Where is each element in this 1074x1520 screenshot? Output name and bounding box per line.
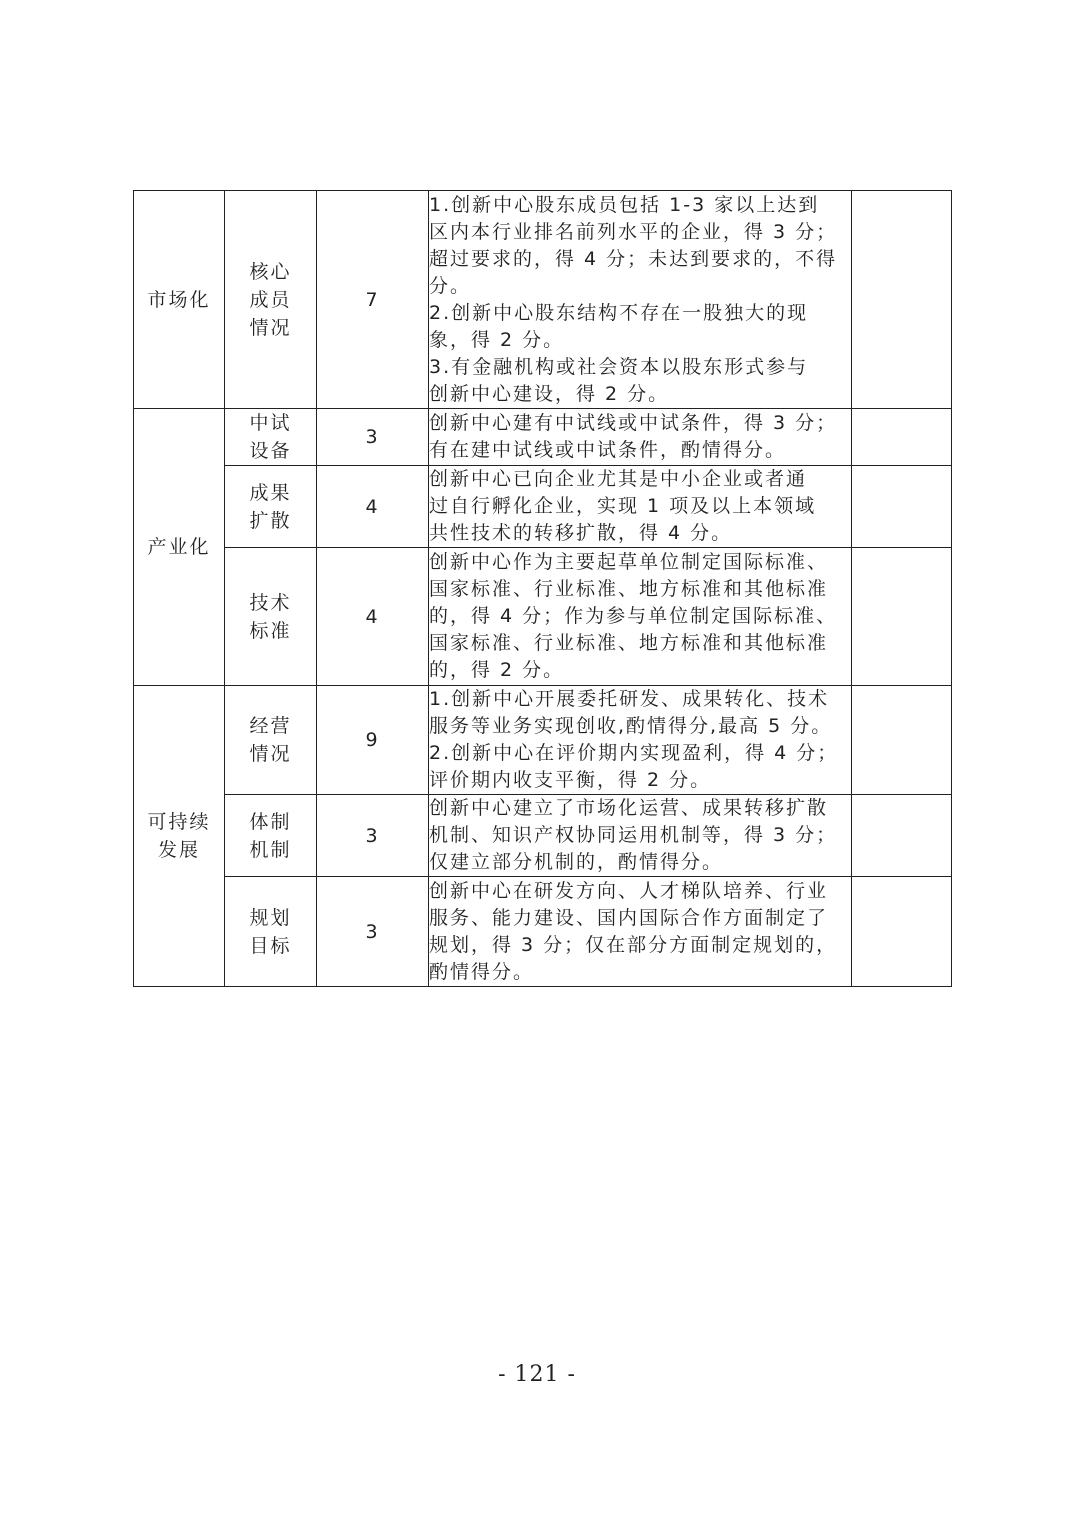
criteria-line: 酌情得分。 bbox=[429, 960, 535, 983]
criteria-line: 评价期内收支平衡，得 2 分。 bbox=[429, 769, 712, 791]
criteria-line: 的，得 4 分；作为参与单位制定国际标准、 bbox=[429, 605, 838, 627]
table-row bbox=[134, 686, 952, 795]
score-cell: 3 bbox=[317, 409, 429, 466]
criteria-line: 服务等业务实现创收,酌情得分,最高 5 分。 bbox=[429, 715, 833, 737]
criteria-line: 机制、知识产权协同运用机制等，得 3 分； bbox=[429, 824, 838, 846]
score-cell: 4 bbox=[317, 548, 429, 686]
remarks-cell bbox=[852, 877, 952, 987]
criteria-line: 1.创新中心股东成员包括 1-3 家以上达到 bbox=[429, 193, 820, 216]
criteria-line: 区内本行业排名前列水平的企业，得 3 分； bbox=[429, 220, 838, 243]
criteria-cell bbox=[429, 466, 852, 548]
table-row bbox=[134, 877, 952, 987]
indicator-name-cell: 经营 情况 bbox=[225, 686, 317, 795]
criteria-line: 创新中心建设，得 2 分。 bbox=[429, 382, 670, 405]
remarks-cell bbox=[852, 466, 952, 548]
criteria-line: 超过要求的，得 4 分；未达到要求的，不得 bbox=[429, 247, 838, 270]
score-cell: 4 bbox=[317, 466, 429, 548]
criteria-line: 创新中心建立了市场化运营、成果转移扩散 bbox=[429, 797, 829, 819]
indicator-name-cell: 中试 设备 bbox=[225, 409, 317, 466]
criteria-cell bbox=[429, 548, 852, 686]
table-body bbox=[134, 191, 952, 987]
criteria-cell bbox=[429, 686, 852, 795]
remarks-cell bbox=[852, 795, 952, 877]
criteria-line: 国家标准、行业标准、地方标准和其他标准 bbox=[429, 578, 829, 600]
remarks-cell bbox=[852, 191, 952, 409]
criteria-line: 有在建中试线或中试条件，酌情得分。 bbox=[429, 439, 787, 461]
criteria-line: 的，得 2 分。 bbox=[429, 659, 565, 681]
criteria-line: 过自行孵化企业，实现 1 项及以上本领域 bbox=[429, 495, 817, 517]
indicator-name-cell: 规划 目标 bbox=[225, 877, 317, 987]
criteria-line: 2.创新中心股东结构不存在一股独大的现 bbox=[429, 301, 809, 324]
criteria-line: 分。 bbox=[429, 274, 472, 297]
table-row bbox=[134, 795, 952, 877]
criteria-cell bbox=[429, 795, 852, 877]
criteria-line: 仅建立部分机制的，酌情得分。 bbox=[429, 851, 724, 873]
category-cell: 可持续 发展 bbox=[134, 686, 225, 987]
category-cell: 产业化 bbox=[134, 409, 225, 686]
indicator-name-cell: 技术 标准 bbox=[225, 548, 317, 686]
category-cell: 市场化 bbox=[134, 191, 225, 409]
criteria-cell bbox=[429, 409, 852, 466]
criteria-line: 创新中心已向企业尤其是中小企业或者通 bbox=[429, 468, 808, 490]
criteria-line: 创新中心作为主要起草单位制定国际标准、 bbox=[429, 551, 829, 573]
table-row bbox=[134, 191, 952, 409]
remarks-cell bbox=[852, 548, 952, 686]
score-cell: 3 bbox=[317, 877, 429, 987]
remarks-cell bbox=[852, 409, 952, 466]
page-number: - 121 - bbox=[498, 1362, 576, 1387]
remarks-cell bbox=[852, 686, 952, 795]
criteria-line: 共性技术的转移扩散，得 4 分。 bbox=[429, 522, 733, 544]
score-cell: 9 bbox=[317, 686, 429, 795]
criteria-line: 3.有金融机构或社会资本以股东形式参与 bbox=[429, 355, 809, 378]
table-row bbox=[134, 409, 952, 466]
criteria-cell bbox=[429, 191, 852, 409]
indicator-name-cell: 核心 成员 情况 bbox=[225, 191, 317, 409]
criteria-line: 1.创新中心开展委托研发、成果转化、技术 bbox=[429, 688, 830, 710]
criteria-line: 2.创新中心在评价期内实现盈利，得 4 分； bbox=[429, 742, 839, 764]
table-row bbox=[134, 466, 952, 548]
score-cell: 3 bbox=[317, 795, 429, 877]
criteria-line: 国家标准、行业标准、地方标准和其他标准 bbox=[429, 632, 829, 654]
criteria-line: 象，得 2 分。 bbox=[429, 328, 565, 351]
indicator-name-cell: 成果 扩散 bbox=[225, 466, 317, 548]
score-cell: 7 bbox=[317, 191, 429, 409]
criteria-line: 规划，得 3 分；仅在部分方面制定规划的， bbox=[429, 933, 838, 956]
criteria-line: 创新中心建有中试线或中试条件，得 3 分； bbox=[429, 412, 838, 434]
indicator-name-cell: 体制 机制 bbox=[225, 795, 317, 877]
criteria-line: 服务、能力建设、国内国际合作方面制定了 bbox=[429, 906, 829, 929]
criteria-cell bbox=[429, 877, 852, 987]
criteria-line: 创新中心在研发方向、人才梯队培养、行业 bbox=[429, 879, 829, 902]
evaluation-table bbox=[133, 190, 952, 987]
table-row bbox=[134, 548, 952, 686]
